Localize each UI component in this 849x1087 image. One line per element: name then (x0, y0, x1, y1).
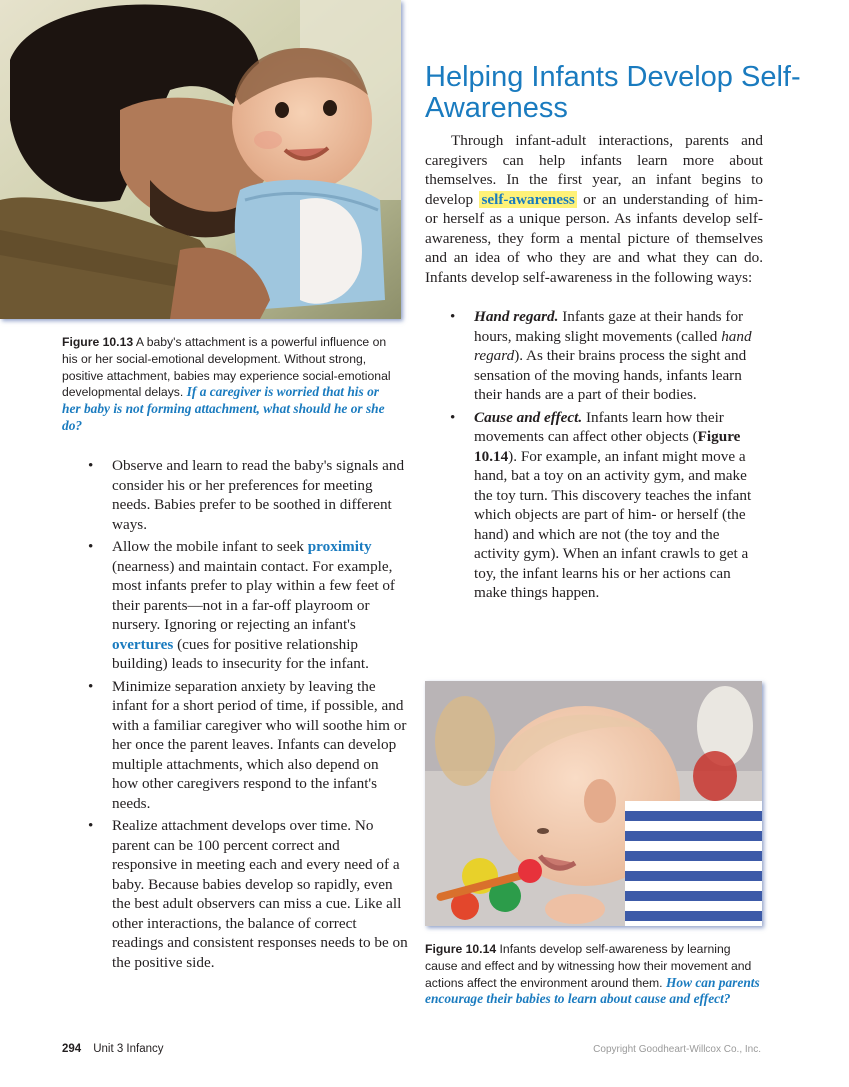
unit-label: Unit 3 Infancy (93, 1043, 164, 1055)
list-item (88, 816, 408, 972)
list-item-text: (cues for positive relationship building) leads to insecurity for the infant. (112, 635, 369, 672)
list-item-text: Infants gaze at their hands for hours, making slight movements (called (474, 308, 744, 345)
glossary-term-overtures[interactable]: overtures (112, 635, 174, 653)
list-item-lead: Cause and effect. (474, 408, 583, 426)
page-footer (62, 1043, 164, 1055)
intro-text: Through infant-adult interactions, parents and caregivers can help infants learn more about themselves. In the first year, an infant begins to develop (425, 132, 763, 208)
list-item-text: Realize attachment develops over time. No parent can be 100 percent correct and responsive in meeting each and every need of a baby. Because babies develop so rapidly, even the best adult observers can miss a cue. Like all other interactions, the balance of correct readings and consistent responses needs to be on the positive side. (112, 817, 408, 971)
figure-10-14-caption (425, 941, 765, 1008)
list-item (450, 408, 760, 603)
caption-question: How can parents encourage their babies to learn about cause and effect? (425, 974, 760, 1007)
list-item-lead: Hand regard. (474, 308, 559, 325)
list-item-text: Observe and learn to read the baby's signals and consider his or her preferences for meeting needs. Babies prefer to be soothed in different ways. (112, 457, 405, 533)
attachment-tips-list (88, 456, 408, 975)
figure-reference[interactable]: Figure 10.14 (474, 428, 741, 465)
father-baby-photo (0, 0, 401, 319)
list-item (88, 537, 408, 674)
list-item (450, 307, 760, 405)
intro-text: or an understanding of him- or herself as a unique person. As infants develop self-awareness, they form a mental picture of themselves and an idea of who they are and what they can do. Infants develop self-awareness in the following ways: (425, 190, 764, 286)
list-item-text: ). As their brains process the sight and sensation of the moving hands, infants learn their hands are a part of their bodies. (474, 347, 747, 403)
list-item (88, 677, 408, 814)
figure-label: Figure 10.13 (62, 335, 134, 349)
list-item-italic: hand regard (474, 327, 752, 364)
caption-text: Infants develop self-awareness by learning cause and effect and by witnessing how their movement and actions affect the environment around them. (425, 942, 752, 990)
self-awareness-list (450, 307, 760, 606)
caption-question: If a caregiver is worried that his or her baby is not forming attachment, what should he or she do? (62, 384, 385, 433)
intro-paragraph (425, 131, 763, 287)
copyright-notice: Copyright Goodheart-Willcox Co., Inc. (593, 1044, 761, 1055)
glossary-term-proximity[interactable]: proximity (307, 538, 372, 555)
list-item-text: Infants learn how their movements can affect other objects ( (474, 408, 724, 445)
glossary-term-self-awareness[interactable]: self-awareness (481, 190, 575, 208)
figure-10-13-caption (62, 334, 398, 435)
list-item-text: Minimize separation anxiety by leaving the infant for a short period of time, if possible, and with a familiar caregiver who will soothe him or her once the parent leaves. Infants can develop multiple attachments, which also depend on how other caregivers respond to the infant's needs. (112, 677, 407, 812)
caption-text: A baby's attachment is a powerful influence on his or her social-emotional development. Without strong, positive attachment, babies may experience social-emotional developmental delays. (62, 335, 391, 400)
infant-toy-photo (425, 681, 762, 926)
list-item (88, 456, 408, 534)
page-number: 294 (62, 1043, 82, 1055)
figure-label: Figure 10.14 (425, 942, 497, 956)
list-item-text: Allow the mobile infant to seek (112, 538, 308, 555)
list-item-text: (nearness) and maintain contact. For example, most infants prefer to play within a few feet of their parents—not in a far-off playroom or nursery. Ignoring or rejecting an infant's (112, 557, 395, 633)
section-title: Helping Infants Develop Self-Awareness (425, 61, 801, 124)
list-item-text: ). For example, an infant might move a hand, bat a toy on an activity gym, and make the toy turn. This discovery teaches the infant which objects are part of him- or herself (the hand) and which are not (the toy and the activity gym). When an infant crawls to get a toy, the infant learns his or her actions can make things happen. (474, 447, 752, 601)
